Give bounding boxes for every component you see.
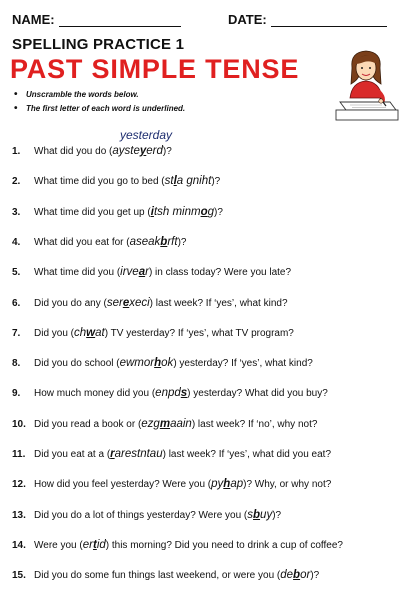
date-label: DATE: xyxy=(228,12,267,27)
question-text: What time did you ( xyxy=(34,267,121,279)
question-text: )? xyxy=(177,236,187,248)
scrambled-word xyxy=(120,357,174,369)
question-text: How did you feel yesterday? Were you ( xyxy=(34,479,212,491)
scrambled-letters: ezg xyxy=(141,417,160,430)
scrambled-letters: aain xyxy=(170,417,192,430)
question-text: ) yesterday? What did you buy? xyxy=(187,388,328,400)
scrambled-letters: id xyxy=(96,538,106,551)
worksheet-title: PAST SIMPLE TENSE xyxy=(10,54,300,84)
underlined-letter: l xyxy=(173,175,177,188)
underlined-letter: t xyxy=(92,538,97,551)
question-item xyxy=(12,448,331,460)
scrambled-letters: ewmor xyxy=(119,357,155,370)
question-text: )? xyxy=(211,176,221,188)
question-number: 13. xyxy=(12,509,26,521)
scrambled-letters: a gniht xyxy=(176,175,212,188)
question-text: Were you ( xyxy=(34,539,83,551)
underlined-letter: y xyxy=(139,145,147,157)
scrambled-letters: s xyxy=(247,508,254,521)
scrambled-letters: ok xyxy=(161,357,174,370)
question-text: )? xyxy=(310,570,320,582)
underlined-letter: o xyxy=(200,205,208,218)
scrambled-word xyxy=(211,478,243,490)
name-label: NAME: xyxy=(12,12,55,27)
scrambled-word xyxy=(120,266,149,278)
example-answer: yesterday xyxy=(120,128,173,142)
question-number: 12. xyxy=(12,479,26,491)
question-item xyxy=(12,569,319,581)
scrambled-letters: or xyxy=(300,569,311,582)
question-number: 6. xyxy=(12,297,21,309)
scrambled-word xyxy=(155,387,187,399)
question-text: ) yesterday? If ‘yes’, what kind? xyxy=(173,358,313,370)
scrambled-letters: ap xyxy=(230,478,244,491)
question-number: 2. xyxy=(12,176,21,188)
underlined-letter: b xyxy=(253,508,261,521)
question-number: 5. xyxy=(12,267,21,279)
question-text: How much money did you ( xyxy=(34,388,156,400)
question-item xyxy=(12,327,294,339)
question-text: Did you do some fun things last weekend, or were you ( xyxy=(34,570,281,582)
instruction-item: • Unscramble the words below. xyxy=(14,90,185,99)
underlined-letter: h xyxy=(154,357,162,370)
scrambled-letters: tsh minm xyxy=(153,205,201,218)
scrambled-word xyxy=(165,175,212,187)
question-item xyxy=(12,418,317,430)
scrambled-letters: st xyxy=(164,175,174,188)
underlined-letter: r xyxy=(110,448,115,460)
scrambled-word xyxy=(74,327,105,339)
worksheet-subtitle: SPELLING PRACTICE 1 xyxy=(12,36,185,53)
scrambled-letters: rft xyxy=(167,235,178,248)
scrambled-letters: enpd xyxy=(155,387,181,400)
question-number: 8. xyxy=(12,358,21,370)
question-item xyxy=(12,145,172,157)
question-item xyxy=(12,509,281,521)
question-text: ) last week? If ‘yes’, what kind? xyxy=(149,297,288,309)
question-text: ) last week? If ‘yes’, what did you eat? xyxy=(162,449,332,460)
scrambled-letters: ser xyxy=(106,296,123,309)
scrambled-letters: xeci xyxy=(129,296,150,309)
question-text: )? Why, or why not? xyxy=(243,479,332,491)
question-text: What time did you go to bed ( xyxy=(34,176,165,188)
scrambled-letters: py xyxy=(211,478,224,491)
question-number: 11. xyxy=(12,449,26,460)
question-text: What did you do ( xyxy=(34,146,113,157)
question-item xyxy=(12,387,328,399)
instruction-item: • The first letter of each word is underlined. xyxy=(14,104,185,113)
scrambled-letters: aseak xyxy=(129,235,161,248)
scrambled-letters: uy xyxy=(260,508,273,521)
question-text: Did you read a book or ( xyxy=(34,418,142,430)
underlined-letter: i xyxy=(150,205,154,218)
question-number: 10. xyxy=(12,418,26,430)
question-number: 9. xyxy=(12,388,21,400)
question-item xyxy=(12,236,186,248)
question-item xyxy=(12,175,220,187)
underlined-letter: s xyxy=(180,387,188,400)
scrambled-letters: de xyxy=(280,569,294,582)
question-item xyxy=(12,357,313,369)
scrambled-letters: irve xyxy=(120,266,139,279)
scrambled-word xyxy=(112,145,163,157)
question-text: Did you ( xyxy=(34,327,75,339)
question-text: Did you eat at a ( xyxy=(34,449,111,460)
scrambled-letters: ch xyxy=(74,326,87,339)
scrambled-word xyxy=(110,448,162,460)
question-item xyxy=(12,266,291,278)
underlined-letter: w xyxy=(86,326,96,339)
scrambled-letters: r xyxy=(145,266,149,279)
question-number: 15. xyxy=(12,570,26,582)
question-text: ) last week? If ‘no’, why not? xyxy=(191,418,318,430)
underlined-letter: b xyxy=(293,569,301,582)
question-item xyxy=(12,206,223,218)
question-number: 14. xyxy=(12,539,26,551)
question-text: What did you eat for ( xyxy=(34,236,130,248)
question-number: 3. xyxy=(12,206,21,218)
question-text: ) this morning? Did you need to drink a cup of coffee? xyxy=(105,539,343,551)
scrambled-word xyxy=(130,236,178,248)
scrambled-letters: er xyxy=(82,538,93,551)
scrambled-word xyxy=(280,569,310,581)
underlined-letter: e xyxy=(122,296,130,309)
scrambled-word xyxy=(141,418,192,430)
question-item xyxy=(12,539,343,551)
question-text: Did you do a lot of things yesterday? Were you ( xyxy=(34,509,248,521)
question-number: 1. xyxy=(12,146,21,157)
scrambled-letters: ayste xyxy=(112,145,140,157)
question-text: ) TV yesterday? If ‘yes’, what TV program? xyxy=(104,327,294,339)
question-item xyxy=(12,297,288,309)
underlined-letter: m xyxy=(159,417,171,430)
question-text: What time did you get up ( xyxy=(34,206,151,218)
scrambled-letters: at xyxy=(95,326,105,339)
scrambled-word xyxy=(247,509,272,521)
scrambled-word xyxy=(107,297,150,309)
scrambled-letters: arestntau xyxy=(114,448,163,460)
scrambled-letters: erd xyxy=(146,145,163,157)
scrambled-letters: g xyxy=(207,205,215,218)
question-number: 7. xyxy=(12,327,21,339)
question-text: Did you do school ( xyxy=(34,358,120,370)
question-item xyxy=(12,478,331,490)
underlined-letter: a xyxy=(138,266,146,279)
scrambled-word xyxy=(151,206,214,218)
underlined-letter: h xyxy=(223,478,231,491)
underlined-letter: b xyxy=(160,235,168,248)
question-text: Did you do any ( xyxy=(34,297,107,309)
scrambled-word xyxy=(83,539,106,551)
question-text: )? xyxy=(272,509,282,521)
question-text: )? xyxy=(214,206,223,218)
question-text: )? xyxy=(162,146,172,157)
question-text: ) in class today? Were you late? xyxy=(148,267,292,279)
question-number: 4. xyxy=(12,236,21,248)
